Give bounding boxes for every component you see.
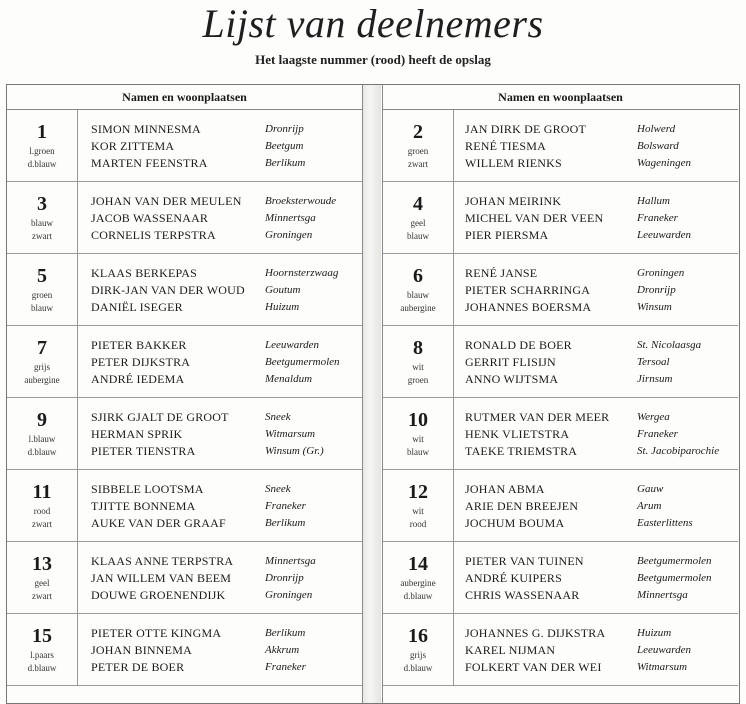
member-entry [465,587,734,604]
member-entry [91,138,358,155]
member-name: WILLEM RIENKS [465,156,562,170]
member-list [465,265,734,316]
team-color: rood [409,519,427,529]
member-entry [465,625,734,642]
member-residence: Franeker [637,212,678,224]
member-name: MARTEN FEENSTRA [91,156,208,170]
member-residence: Franeker [637,428,678,440]
member-residence: Akkrum [265,644,300,656]
team-number: 6 [413,265,423,287]
member-residence: Leeuwarden [637,644,691,656]
member-residence: Dronrijp [265,572,304,584]
member-name: CHRIS WASSENAAR [465,588,580,602]
member-entry [91,443,358,460]
member-name: MICHEL VAN DER VEEN [465,211,604,225]
team-number-cell [7,110,78,181]
member-residence: Dronrijp [637,284,676,296]
member-residence: Bolsward [637,140,679,152]
member-entry [91,210,358,227]
team-color: zwart [32,591,52,601]
member-name: DOUWE GROENENDIJK [91,588,226,602]
team-number-cell [383,254,454,325]
team-color: d.blauw [27,447,57,457]
member-name: KLAAS ANNE TERPSTRA [91,554,234,568]
participant-row [383,182,738,254]
team-color: blauw [407,447,429,457]
member-name: SIBBELE LOOTSMA [91,482,204,496]
member-entry [465,227,734,244]
team-color: groen [407,375,429,385]
member-residence: Leeuwarden [637,229,691,241]
member-entry [465,515,734,532]
participant-row [383,398,738,470]
team-number-cell [7,614,78,685]
member-list [465,193,734,244]
member-list [465,121,734,172]
member-name: JACOB WASSENAAR [91,211,209,225]
member-residence: Franeker [265,500,306,512]
member-residence: Witmarsum [637,661,688,673]
page-subtitle: Het laagste nummer (rood) heeft de opslag [255,52,491,67]
member-list [91,337,358,388]
member-entry [91,515,358,532]
team-number-cell [7,254,78,325]
member-name: RENÉ JANSE [465,266,538,280]
member-name: DANIËL ISEGER [91,300,183,314]
member-entry [465,265,734,282]
participant-row [383,110,738,182]
team-color: blauw [407,231,429,241]
member-name: TJITTE BONNEMA [91,499,196,513]
member-entry [465,642,734,659]
member-entry [91,155,358,172]
member-list [91,481,358,532]
team-number-cell [383,470,454,541]
member-entry [91,553,358,570]
team-color: wit [412,506,424,516]
team-color: d.blauw [403,591,433,601]
member-residence: Jirnsum [637,373,673,385]
participant-row [7,254,362,326]
member-name: DIRK-JAN VAN DER WOUD [91,283,245,297]
team-number-cell [7,182,78,253]
member-entry [465,371,734,388]
member-name: JOHAN ABMA [465,482,545,496]
member-residence: Groningen [637,267,685,279]
member-name: GERRIT FLISIJN [465,355,556,369]
member-residence: Beetgumermolen [637,572,712,584]
team-color: d.blauw [27,663,57,673]
team-number: 8 [413,337,423,359]
member-residence: Minnertsga [265,212,316,224]
member-residence: St. Jacobiparochie [637,445,720,457]
member-name: JOHANNES BOERSMA [465,300,592,314]
member-name: KLAAS BERKEPAS [91,266,198,280]
team-number-cell [7,470,78,541]
team-color: geel [410,218,426,228]
member-entry [91,570,358,587]
member-entry [465,426,734,443]
member-residence: Berlikum [265,517,306,529]
member-name: RUTMER VAN DER MEER [465,410,610,424]
member-name: ARIE DEN BREEJEN [465,499,579,513]
member-residence: Menaldum [265,373,313,385]
member-entry [465,299,734,316]
team-number-cell [383,110,454,181]
team-color: aubergine [400,303,436,313]
member-residence: St. Nicolaasga [637,339,702,351]
participant-row [7,542,362,614]
team-number: 1 [37,121,47,143]
team-color: zwart [408,159,428,169]
column-header: Namen en woonplaatsen [383,85,738,110]
team-color: d.blauw [403,663,433,673]
member-residence: Wageningen [637,157,691,169]
team-color: rood [33,506,51,516]
member-residence: Dronrijp [265,123,304,135]
member-name: HERMAN SPRIK [91,427,183,441]
member-list [465,481,734,532]
team-number-cell [7,326,78,397]
team-number: 15 [32,625,52,647]
member-name: PIETER VAN TUINEN [465,554,584,568]
team-number-cell [383,614,454,685]
member-name: JOHAN BINNEMA [91,643,192,657]
team-number-cell [7,398,78,469]
team-number-cell [383,542,454,613]
team-color: grijs [33,362,50,372]
member-name: JAN WILLEM VAN BEEM [91,571,232,585]
member-residence: Holwerd [637,123,676,135]
member-entry [465,659,734,676]
member-residence: Winsum [637,301,672,313]
member-name: JOHANNES G. DIJKSTRA [465,626,606,640]
member-list [465,409,734,460]
member-name: JAN DIRK DE GROOT [465,122,587,136]
member-entry [465,121,734,138]
member-entry [91,193,358,210]
member-entry [91,354,358,371]
member-list [91,553,358,604]
member-list [465,553,734,604]
member-entry [91,299,358,316]
member-entry [91,659,358,676]
member-residence: Berlikum [265,157,306,169]
team-color: l.groen [29,146,55,156]
team-color: wit [412,362,424,372]
member-list [91,409,358,460]
member-residence: Gauw [637,483,664,495]
member-residence: Berlikum [265,627,306,639]
participant-row [7,470,362,542]
member-residence: Witmarsum [265,428,316,440]
member-entry [465,553,734,570]
team-number: 4 [413,193,423,215]
participant-row [7,182,362,254]
member-residence: Wergea [637,411,670,423]
team-color: grijs [409,650,426,660]
member-residence: Hoornsterzwaag [265,267,339,279]
member-entry [91,587,358,604]
member-entry [91,642,358,659]
member-residence: Leeuwarden [265,339,319,351]
participant-row [383,254,738,326]
participant-row [383,542,738,614]
team-color: blauw [31,218,53,228]
member-list [465,337,734,388]
team-number: 5 [37,265,47,287]
member-entry [465,282,734,299]
team-color: l.blauw [28,434,56,444]
team-color: zwart [32,231,52,241]
member-name: ANDRÉ IEDEMA [91,372,185,386]
member-entry [91,498,358,515]
member-entry [465,570,734,587]
member-residence: Groningen [265,589,313,601]
member-residence: Beetgumermolen [265,356,340,368]
member-residence: Easterlittens [637,517,693,529]
participant-row [383,470,738,542]
member-name: RENÉ TIESMA [465,139,546,153]
member-entry [465,354,734,371]
team-number: 9 [37,409,47,431]
team-number: 3 [37,193,47,215]
member-list [91,265,358,316]
team-color: geel [34,578,50,588]
member-entry [465,443,734,460]
team-number: 2 [413,121,423,143]
member-name: SJIRK GJALT DE GROOT [91,410,229,424]
member-residence: Sneek [265,411,291,423]
team-number-cell [7,542,78,613]
member-name: PIETER BAKKER [91,338,187,352]
member-name: JOHAN MEIRINK [465,194,562,208]
member-residence: Hallum [637,195,670,207]
member-entry [91,371,358,388]
member-residence: Groningen [265,229,313,241]
member-residence: Minnertsga [637,589,688,601]
right-column [382,85,738,703]
member-residence: Arum [637,500,662,512]
team-number-cell [383,398,454,469]
member-residence: Huizum [265,301,300,313]
team-number: 12 [408,481,428,503]
team-number: 11 [32,481,52,503]
member-residence: Goutum [265,284,301,296]
member-entry [91,337,358,354]
team-color: blauw [407,290,429,300]
left-column [7,85,363,703]
member-entry [465,337,734,354]
team-color: zwart [32,519,52,529]
team-color: groen [31,290,53,300]
member-entry [91,121,358,138]
participant-row [7,110,362,182]
team-color: aubergine [24,375,60,385]
participant-row [7,614,362,686]
member-name: CORNELIS TERPSTRA [91,228,216,242]
participant-row [7,398,362,470]
member-name: PIER PIERSMA [465,228,549,242]
team-color: l.paars [30,650,54,660]
member-entry [465,193,734,210]
team-color: d.blauw [27,159,57,169]
member-entry [465,155,734,172]
member-name: HENK VLIETSTRA [465,427,570,441]
member-residence: Sneek [265,483,291,495]
member-name: RONALD DE BOER [465,338,572,352]
participant-row [383,326,738,398]
member-residence: Minnertsga [265,555,316,567]
member-entry [91,282,358,299]
team-number: 16 [408,625,428,647]
member-entry [465,409,734,426]
member-residence: Winsum (Gr.) [265,445,324,457]
member-name: PIETER TIENSTRA [91,444,196,458]
participant-row [383,614,738,686]
team-number-cell [383,326,454,397]
member-entry [91,265,358,282]
member-residence: Broeksterwoude [265,195,337,207]
member-name: PETER DIJKSTRA [91,355,191,369]
member-name: TAEKE TRIEMSTRA [465,444,578,458]
member-list [91,193,358,244]
member-entry [91,625,358,642]
team-number: 14 [408,553,428,575]
page-gutter [363,85,381,703]
team-number: 13 [32,553,52,575]
member-name: SIMON MINNESMA [91,122,201,136]
member-residence: Huizum [637,627,672,639]
member-entry [465,138,734,155]
member-name: KAREL NIJMAN [465,643,556,657]
team-color: wit [412,434,424,444]
member-residence: Franeker [265,661,306,673]
member-residence: Beetgumermolen [637,555,712,567]
team-number: 10 [408,409,428,431]
member-name: PETER DE BOER [91,660,185,674]
participants-table [6,84,740,704]
team-color: blauw [31,303,53,313]
participant-row [7,326,362,398]
member-name: ANDRÉ KUIPERS [465,571,562,585]
member-list [465,625,734,676]
rows-right [383,110,738,686]
member-name: JOCHUM BOUMA [465,516,565,530]
member-list [91,121,358,172]
member-name: KOR ZITTEMA [91,139,175,153]
member-name: AUKE VAN DER GRAAF [91,516,226,530]
rows-left [7,110,362,686]
member-entry [465,210,734,227]
member-name: PIETER OTTE KINGMA [91,626,222,640]
member-entry [91,227,358,244]
team-number: 7 [37,337,47,359]
member-name: PIETER SCHARRINGA [465,283,591,297]
member-entry [91,409,358,426]
member-entry [91,426,358,443]
member-entry [91,481,358,498]
team-number-cell [383,182,454,253]
member-entry [465,481,734,498]
member-entry [465,498,734,515]
page-title: Lijst van deelnemers [202,1,544,46]
member-name: FOLKERT VAN DER WEI [465,660,602,674]
member-name: ANNO WIJTSMA [465,372,559,386]
team-color: aubergine [400,578,436,588]
member-residence: Tersoal [637,356,670,368]
member-name: JOHAN VAN DER MEULEN [91,194,242,208]
team-color: groen [407,146,429,156]
column-header: Namen en woonplaatsen [7,85,362,110]
member-list [91,625,358,676]
member-residence: Beetgum [265,140,304,152]
